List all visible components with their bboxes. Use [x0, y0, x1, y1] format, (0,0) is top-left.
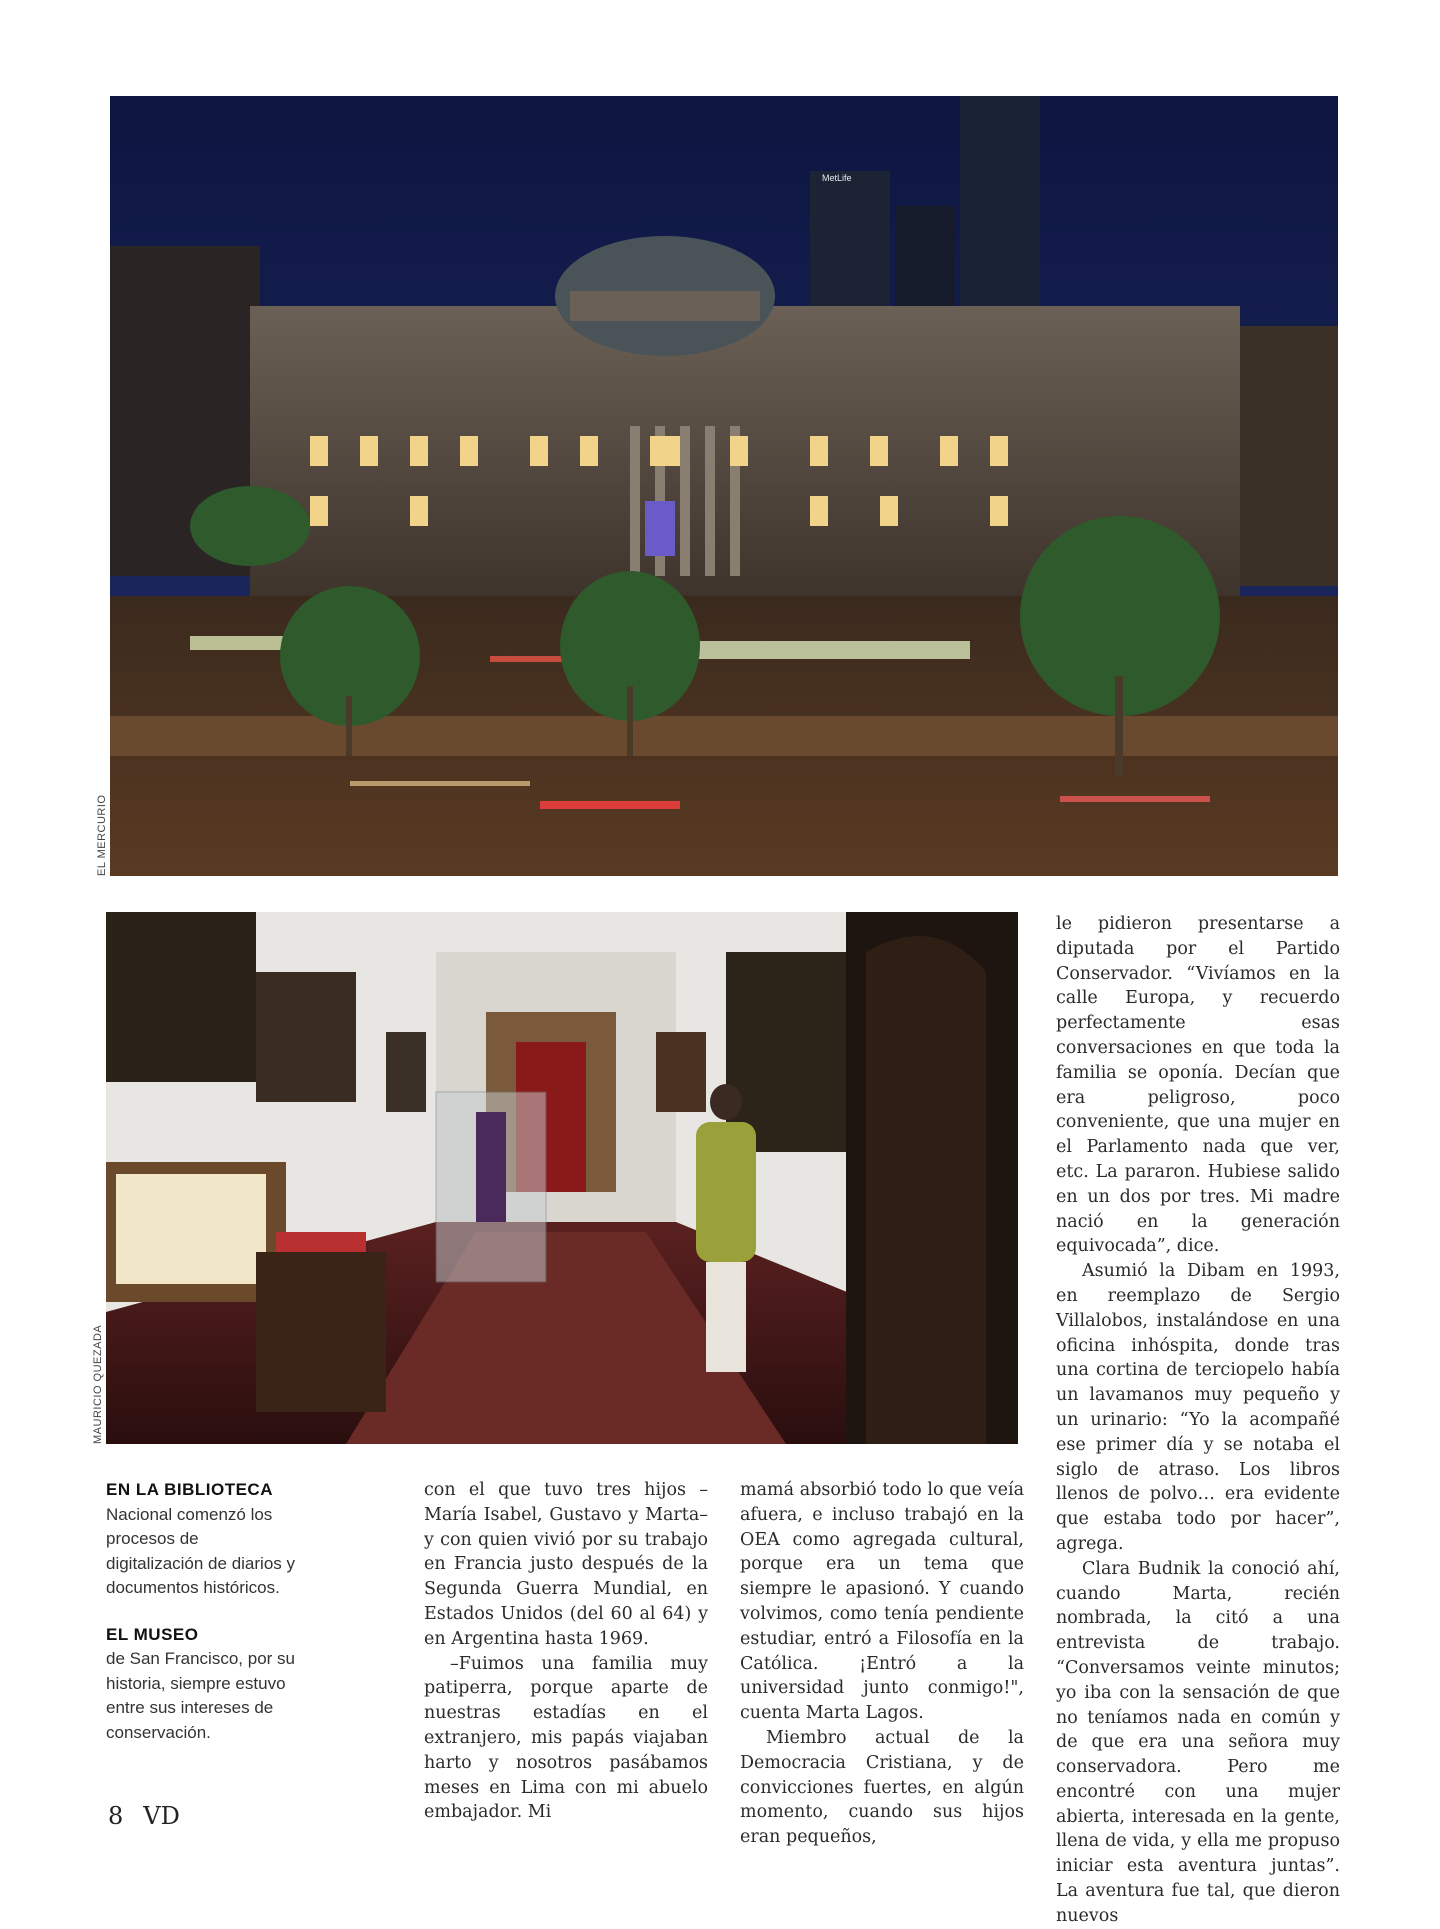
- paragraph: mamá absorbió todo lo que veía afuera, e incluso trabajó en la OEA como agregada cultural, porque era un tema que siempre le apasionó. Y cuando volvimos, como tenía pendiente estudiar, entró a Filosofía en la Católica. ¡Entró a la universidad junto conmigo!", cuenta Marta Lagos.: [740, 1480, 1024, 1724]
- paragraph: –Fuimos una familia muy patiperra, porque aparte de nuestras estadías en el extranjero, mis papás viajaban harto y nosotros pasábamos meses en Lima con mi abuelo embajador. Mi: [424, 1653, 708, 1823]
- photo-captions: [106, 1478, 296, 1767]
- caption-heading: EN LA BIBLIOTECA: [106, 1480, 273, 1499]
- page-number: 8: [108, 1802, 124, 1830]
- article-column-2: [424, 1478, 708, 1825]
- article-column-4: [1056, 912, 1340, 1929]
- caption-biblioteca: [106, 1478, 296, 1601]
- paragraph: Miembro actual de la Democracia Cristiana, y de convicciones fuertes, en algún momento, cuando sus hijos eran pequeños,: [740, 1727, 1024, 1848]
- museum-interior-illustration: [106, 912, 1018, 1444]
- paragraph: Asumió la Dibam en 1993, en reemplazo de Sergio Villalobos, instalándose en una oficina inhóspita, donde tras una cortina de terciopelo había un lavamanos muy pequeño y un urinario: “Yo la acompañé ese primer día y se notaba el siglo de atraso. Los libros llenos de polvo… era evidente que estaba todo por hacer”, agrega.: [1056, 1261, 1340, 1554]
- photo-credit-top: EL MERCURIO: [96, 794, 108, 876]
- magazine-name: VD: [143, 1802, 180, 1830]
- caption-museo: [106, 1623, 296, 1746]
- article-column-3: [740, 1478, 1024, 1850]
- night-building-illustration: [110, 96, 1338, 876]
- metlife-sign: MetLife: [822, 173, 852, 183]
- photo-credit-bottom: MAURICIO QUEZADA: [92, 1324, 104, 1444]
- caption-heading: EL MUSEO: [106, 1624, 199, 1644]
- caption-text: Nacional comenzó los procesos de digitalización de diarios y documentos históricos.: [106, 1504, 295, 1597]
- paragraph: le pidieron presentarse a diputada por el Partido Conservador. “Vivíamos en la calle Europa, y recuerdo perfectamente esas conversaciones en que toda la familia se oponía. Decían que era peligroso, poco conveniente, que una mujer en el Parlamento nada que ver, etc. La pararon. Hubiese salido en un dos por tres. Mi madre nació en la generación equivocada”, dice.: [1056, 914, 1340, 1257]
- photo-biblioteca-nacional: [110, 96, 1338, 876]
- photo-museo-san-francisco: [106, 912, 1018, 1444]
- page-folio: [108, 1802, 200, 1830]
- paragraph: con el que tuvo tres hijos –María Isabel, Gustavo y Marta– y con quien vivió por su trabajo en Francia justo después de la Segunda Guerra Mundial, en Estados Unidos (del 60 al 64) y en Argentina hasta 1969.: [424, 1480, 708, 1649]
- paragraph: Clara Budnik la conoció ahí, cuando Marta, recién nombrada, la citó a una entrevista de trabajo. “Conversamos veinte minutos; yo iba con la sensación de que no teníamos nada en común y de que era una señora muy conservadora. Pero me encontré con una mujer abierta, interesada en la gente, llena de vida, y ella me propuso iniciar esta aventura juntas”. La aventura fue tal, que dieron nuevos: [1056, 1558, 1340, 1926]
- caption-text: de San Francisco, por su historia, siempre estuvo entre sus intereses de conservación.: [106, 1649, 295, 1742]
